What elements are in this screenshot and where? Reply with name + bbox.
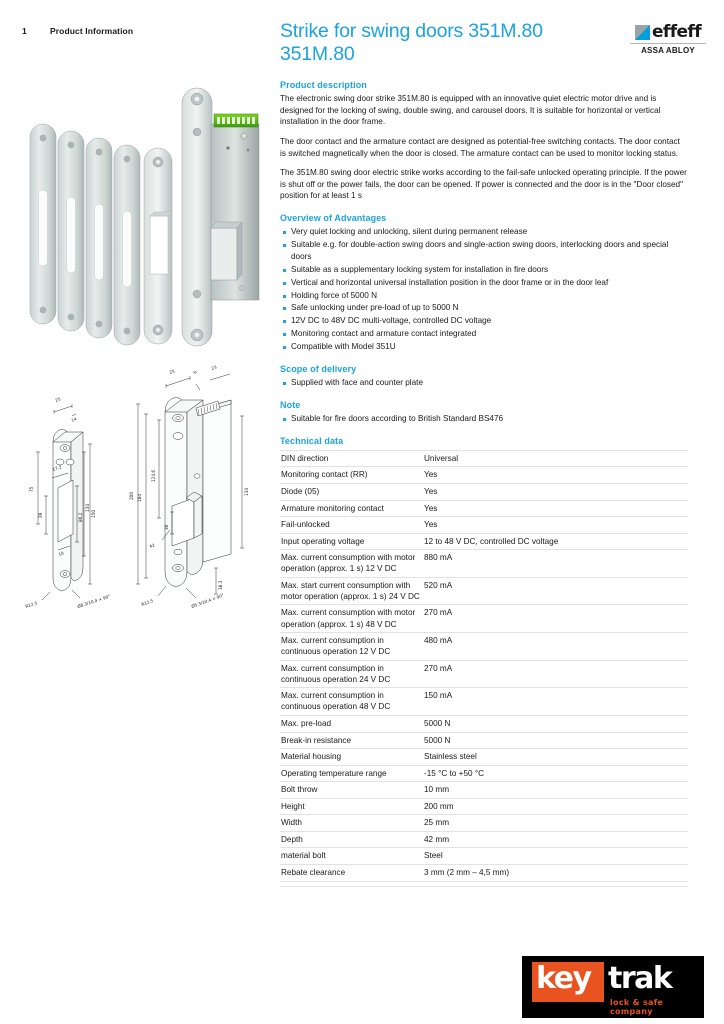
note-list [280,413,688,425]
table-cell-value: 270 mA [423,660,688,688]
table-cell-key: DIN direction [280,450,423,467]
table-row [280,798,688,815]
svg-text:25: 25 [54,396,62,403]
table-cell-key: Input operating voltage [280,533,423,550]
table-cell-value: 5000 N [423,715,688,732]
table-cell-key: Max. current consumption with motor operation (approx. 1 s) 12 V DC [280,550,423,578]
strike-body-dimension-drawing [129,364,249,609]
table-cell-key: Operating temperature range [280,765,423,782]
product-description-section [280,80,688,202]
table-cell-value: 880 mA [423,550,688,578]
table-cell-key: Break-in resistance [280,732,423,749]
svg-text:25: 25 [168,368,176,375]
table-cell-value [423,881,688,887]
table-row [280,831,688,848]
green-terminal-block-icon [214,114,258,127]
note-section [280,400,688,425]
svg-text:14: 14 [70,416,78,423]
product-photo [22,84,274,352]
keytrak-tagline: lock & safe company [610,998,664,1016]
table-cell-key: Max. current consumption in continuous operation 24 V DC [280,660,423,688]
svg-text:Ø8.3/10.4 × 90°: Ø8.3/10.4 × 90° [76,593,111,609]
technical-data-table [280,450,688,887]
table-row [280,577,688,605]
svg-text:42: 42 [148,542,156,549]
table-cell-key [280,881,423,887]
table-row [280,660,688,688]
table-cell-value: 3 mm (2 mm – 4,5 mm) [423,865,688,882]
list-item: Supplied with face and counter plate [280,377,688,389]
list-item: Compatible with Model 351U [280,341,688,353]
table-cell-key: material bolt [280,848,423,865]
table-cell-value: 25 mm [423,815,688,832]
keytrak-trak-word: trak [608,961,672,996]
table-cell-value: 270 mA [423,605,688,633]
table-cell-value: 200 mm [423,798,688,815]
section-number: 1 [22,26,27,36]
keytrak-logo [522,956,704,1018]
table-row [280,517,688,534]
table-cell-key: Max. current consumption in continuous operation 12 V DC [280,633,423,661]
table-cell-value: Yes [423,483,688,500]
table-cell-value: 42 mm [423,831,688,848]
table-cell-key: Max. current consumption with motor operation (approx. 1 s) 48 V DC [280,605,423,633]
table-row [280,533,688,550]
svg-text:134: 134 [244,488,249,496]
table-cell-key: Material housing [280,749,423,766]
product-description-paragraph: The 351M.80 swing door electric strike works according to the fail-safe unlocked operating principle. If the power is shut off or the power fails, the door can be opened. If power is connected and the door is in the "Door closed" position for at least 1 s [280,168,687,201]
table-row [280,848,688,865]
content-column [280,20,688,887]
svg-text:Ø5.3/10.4 × 90°: Ø5.3/10.4 × 90° [190,592,225,609]
table-cell-key: Depth [280,831,423,848]
table-cell-value: Yes [423,467,688,484]
assa-abloy-label: ASSA ABLOY [641,46,695,55]
table-cell-key: Armature monitoring contact [280,500,423,517]
product-description-paragraph: The electronic swing door strike 351M.80 is equipped with an innovative quiet electric motor drive and is designed for the locking of swing, double swing, and carousel doors. It is suitable for horizontal or vertical installation in the door frame. [280,94,661,127]
list-item: Vertical and horizontal universal installation position in the door frame or in the door leaf [280,277,688,289]
list-item: Safe unlocking under pre-load of up to 5000 N [280,302,688,314]
table-cell-value: Yes [423,517,688,534]
page-title [280,20,688,66]
scope-of-delivery-heading: Scope of delivery [280,364,357,375]
svg-text:30: 30 [164,524,169,530]
table-cell-value: Stainless steel [423,749,688,766]
svg-text:R12.5: R12.5 [24,600,38,609]
svg-text:23: 23 [210,364,218,371]
svg-text:10: 10 [57,550,65,557]
effeff-wordmark: effeff [651,22,702,42]
svg-text:134: 134 [85,504,90,512]
list-item: Suitable for fire doors according to British Standard BS476 [280,413,688,425]
svg-text:200: 200 [129,492,134,500]
table-cell-value: 150 mA [423,688,688,716]
technical-data-heading: Technical data [280,435,344,446]
table-row [280,605,688,633]
advantages-section [280,213,688,353]
svg-text:38.3: 38.3 [218,580,223,590]
table-row [280,749,688,766]
technical-data-body [280,450,688,886]
table-cell-key: Max. start current consumption with motor operation (approx. 1 s) 24 V DC [280,577,423,605]
face-plate-dimension-drawing [25,396,111,609]
table-row [280,633,688,661]
list-item: Monitoring contact and armature contact integrated [280,328,688,340]
table-row [280,500,688,517]
section-label: Product Information [50,26,134,36]
table-cell-value: Yes [423,500,688,517]
advantages-list [280,226,688,353]
counter-plate-group [30,124,140,345]
table-cell-value: 480 mA [423,633,688,661]
advantages-heading: Overview of Advantages [280,213,387,224]
svg-text:6: 6 [192,370,198,375]
table-cell-key: Bolt throw [280,782,423,799]
svg-text:75: 75 [29,486,34,492]
note-heading: Note [280,399,301,410]
svg-text:86.2: 86.2 [78,512,83,522]
table-cell-value: 5000 N [423,732,688,749]
table-cell-key: Fail-unlocked [280,517,423,534]
page-title-line1: Strike for swing doors 351M.80 [280,20,543,42]
table-cell-key: Rebate clearance [280,865,423,882]
keytrak-key-word: key [536,961,591,996]
scope-of-delivery-section [280,364,688,389]
table-cell-key: Max. pre-load [280,715,423,732]
table-cell-value: Universal [423,450,688,467]
table-row [280,732,688,749]
table-row [280,688,688,716]
table-row [280,467,688,484]
table-cell-key: Monitoring contact (RR) [280,467,423,484]
table-cell-key: Diode (05) [280,483,423,500]
table-cell-value: Steel [423,848,688,865]
table-row [280,765,688,782]
table-row [280,782,688,799]
table-cell-value: 12 to 48 V DC, controlled DC voltage [423,533,688,550]
svg-text:124.6: 124.6 [151,470,156,482]
list-item: Suitable as a supplementary locking system for installation in fire doors [280,264,688,276]
table-cell-key: Height [280,798,423,815]
table-row [280,865,688,882]
product-description-heading: Product description [280,80,367,90]
table-cell-key: Width [280,815,423,832]
svg-text:184: 184 [137,494,142,502]
breadcrumb [22,26,133,36]
table-row [280,450,688,467]
table-cell-value: 520 mA [423,577,688,605]
scope-of-delivery-list [280,377,688,389]
dimension-drawings [20,356,276,618]
svg-text:17.2: 17.2 [51,464,63,472]
face-plate [144,148,172,344]
table-row [280,881,688,887]
product-description-paragraph: The door contact and the armature contact are designed as potential-free switching contacts. The door contact is switched magnetically when the door is closed. The armature contact can be used to monitor locking status. [280,136,680,158]
strike-body [182,88,259,346]
table-cell-value: 10 mm [423,782,688,799]
table-row [280,715,688,732]
svg-text:39: 39 [38,512,43,518]
table-row [280,483,688,500]
list-item: 12V DC to 48V DC multi-voltage, controlled DC voltage [280,315,688,327]
list-item: Very quiet locking and unlocking, silent during permanent release [280,226,688,238]
page-title-line2: 351M.80 [280,43,355,65]
table-cell-value: -15 °C to +50 °C [423,765,688,782]
table-row [280,815,688,832]
list-item: Suitable e.g. for double-action swing doors and single-action swing doors, interlocking doors and special doors [280,239,688,263]
technical-data-section [280,436,688,887]
svg-text:150: 150 [91,510,96,518]
table-cell-key: Max. current consumption in continuous operation 48 V DC [280,688,423,716]
list-item: Holding force of 5000 N [280,290,688,302]
svg-text:R12.5: R12.5 [140,598,154,607]
table-row [280,550,688,578]
